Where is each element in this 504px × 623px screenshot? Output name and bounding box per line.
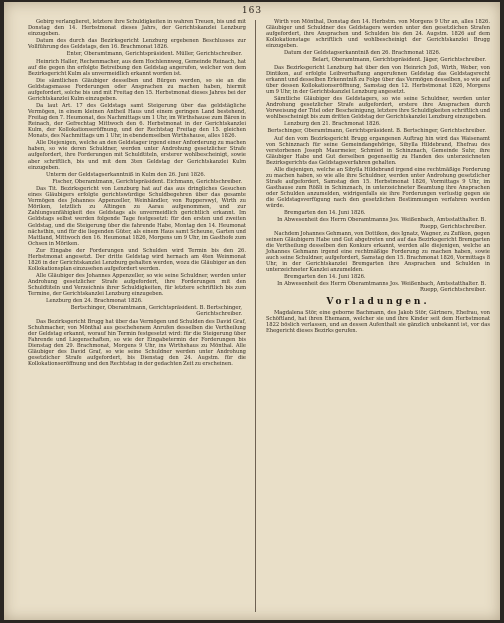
- paragraph: Alle Diejenigen, welche an den Geldstager irgend einer Anforderung zu machen haben, so wie deren Schuldner, werden unter Androhung gesetzlicher Strafe aufgefordert, ihre Forderungen mit Schuldtiteln, ersterer wohlbescheinigt, sowie aber schriftlich, bis und mit dem 3ten Geldstag der Gerichtskanzlei Kulm einzugeben.: [28, 140, 246, 171]
- page-number: 163: [241, 6, 263, 16]
- paragraph: Heinrich Haller, Rechenmacher, aus dem Hochlennweg, Gemeinde Reinach, hat auf die gegen ihn erfolgte Betreibung den Geldstag angerufen, welcher von dem Bezirksgericht Kulm als unvermeidlich erkannt worden ist.: [28, 58, 246, 77]
- paragraph: Datum des durch das Bezirksgericht Lenzburg ergebenen Beschlusses zur Vollführung des Geldstags, den 16. Brachmonat 1826.: [28, 38, 246, 51]
- date-line: Lenzburg den 24. Brachmonat 1826.: [46, 298, 143, 305]
- signature-line: In Abwesenheit des Herrn Oberamtmanns Jos. Weißenbach, Amtsstatthalter. B. Ruepp, Gerichtschreiber.: [277, 217, 486, 230]
- paragraph: Alle Gläubiger des Johannes Appenzeller, so wie seine Schuldner, werden unter Androhung gesetzlicher Strafe aufgefordert, ihre Forderungen mit den Schuldtiteln und Verzeichnis ihrer Schuldigkeiten, für letztere schriftlich bis zum Termine, der Gerichtskanzlei Lenzburg einzugeben.: [28, 272, 246, 298]
- paragraph: Auf den vom Bezirksgericht Brugg ergangenen Auftrag hin wird das Waisenamt von Schinznach für seine Gemeindangehörige, Sibylla Hildebrand, Ehefrau des verstorbenen Joseph Maurmeier, Schmied in Schinznach, Gemeinde Suhr, ihre Gläubiger Habe und Gut derselben gegenseitig zu Handen des unterzeichneten Bezirksgerichts das Geldstagsverfahren gehalten.: [266, 135, 490, 167]
- date-line: Lenzburg den 21. Brachmonat 1826.: [284, 121, 381, 128]
- signature-line: Bertschinger, Oberamtmann, Gerichtspräsident. B. Bertschinger, Gerichtschreiber.: [267, 128, 486, 135]
- left-column: [28, 19, 246, 614]
- signature-line: Enter, Oberamtmann, Gerichtspräsident. Müller, Gerichtschreiber.: [66, 51, 242, 58]
- date-line: Unterm der Geldstagserkanntniß in Kulm den 26. Juni 1826.: [46, 171, 206, 178]
- paragraph: Sämtliche Gläubiger des Geldstagers, so wie seine Schuldner, werden unter Androhung gesetzlicher Strafe aufgefordert, erstere ihre Ansprachen durch Vorweisung der Titel oder Bescheinigung, letztere ihre Schuldigkeiten schriftlich und wohlbescheinigt bis zum dritten Geldstag der Gerichtskanzlei Lenzburg einzugeben.: [266, 96, 490, 121]
- paragraph: Die sämtlichen Gläubiger desselben und Bürgen werden, so sie an die Geldstagsmasse Forderungen oder Ansprachen zu machen haben, hiermit aufgefordert, solche bis und mit Freitag den 15. Herbstmonat dieses Jahres bei der Gerichtskanzlei Kulm einzugeben.: [28, 77, 246, 103]
- paragraph: Wirth von Mönthal, Donstag den 14. Herbstm. von Morgens 9 Uhr an, alles 1826. Gläubiger und Schuldner des Geldstagers werden unter den gesetzlichen Strafen aufgefordert, ihre Ansprachen und Schulden bis den 24. Augstm. 1826 auf dem Kollokationstage schriftlich und wohlbescheinigt der Gerichtskanzlei Brugg einzugeben.: [266, 19, 490, 50]
- paragraph: Das Tit. Bezirksgericht von Lenzburg hat auf das aus dringliches Gesuchen eines Gläubigers erfolgte gerichtswürdige Schuldbegehren über das gesamte Vermögen des Johannes Appenzeller, Weinhändler, von Rupperswyl, Wirth zu Möriken, letztlich zu Altingen zu Aarau aufgenommen, und zur Zahlungsunfähigkeit des Geldstags als unvermeidlich gerichtlich erkannt. Im Geldstags selbst werden folgende Tage festgesetzt: für den ersten und zweiten Geldstag, und die Steigerung über die fahrende Habe, Montag den 14. Heumonat nächsthin, und für die liegenden Güter, als einem Haus samt Scheune, Garten und Mattland, Mittwoch den 16. Heumonat 1826, Morgens um 9 Uhr, im Gasthofe zum Ochsen in Möriken.: [28, 186, 246, 247]
- paragraph: Alle diejenigen, welche an Sibylla Hildebrand irgend eine rechtmäßige Forderung zu machen haben, so wie alle ihre Schuldner, werden unter Androhung gesetzlicher Strafe aufgefordert, Samstag den 15. Herbstmonat 1826, Vormittags 9 Uhr, im Gasthause zum Rößli in Schinznach, in unterzeichneter Beamtung ihre Ansprachen oder Schulden anzumelden, widrigenfalls sie ihre Forderungen verlustig gegen sie die Geldstagsverfügung nach den gesetzlichen Bestimmungen verfahren werden würde.: [266, 167, 490, 210]
- paragraph: Das Bezirksgericht Brugg hat über das Vermögen und Schulden des David Graf, Schuhmacher, von Mönthal aus geschehenem Anrufen desselben die Vertheilung der Geldstag erkannt, worauf hin Termin festgesetzt wird: für die Steigerung über Fahrende und Liegenschaften, so wie der Eingabetermin der Forderungen bis Dienstag den 29. Brachmonat, Morgens 9 Uhr, ins Wirthshaus zu Mönthal. Alle Gläubiger des David Graf, so wie seine Schuldner werden unter Androhung gesetzlicher Strafe aufgefordert, bis Dienstag den 24. Augstm. für die Kollokationseröffnung und den Rechtstag in der gedachten Zeit zu erscheinen.: [28, 318, 246, 368]
- paragraph: Nachdem Johannes Gehmann, von Dottikon, des Ignatz, Wagner, zu Zufikon, gegen seinen Gläubigern Habe und Gut abgetreten und auf das Bezirksgericht Bremgarten die Vertheilung desselben den Konkurs erkannt, werden alle diejenigen, welche an Johannes Gehmann irgend eine rechtmäßige Forderung zu machen haben, sowie auch seine Schuldner, aufgefordert, Samstag den 15. Brachmonat 1826, Vormittags 8 Uhr, in der Gerichtskanzlei Bremgarten ihre Ansprachen und Schulden in unterzeichneter Kanzlei anzumelden.: [266, 231, 490, 274]
- right-column: [266, 19, 490, 614]
- date-line: Bremgarten den 14. Juni 1826.: [284, 274, 366, 281]
- signature-line: Bertschinger, Oberamtmann, Gerichtspräsident. B. Bertschinger, Gerichtschreiber.: [70, 305, 242, 318]
- signature-line: In Abwesenheit des Herrn Oberamtmanns Jos. Weißenbach, Amtsstatthalter. B. Ruepp, Gerichtschreiber.: [277, 281, 486, 294]
- paragraph: Zur Eingabe der Forderungen und Schulden wird Termin bis den 26. Herbstmonat angesetzt. Der dritte Geldstag wird hernach am 4ten Weinmonat 1826 in der Gerichtskanzlei Lenzburg gehalten werden, wozu die Gläubiger an den Kollokationsplan einzusehen aufgefordert werden.: [28, 247, 246, 272]
- signature-line: Belart, Oberamtmann, Gerichtspräsident. Jäger, Gerichtschreiber.: [312, 57, 486, 64]
- section-heading: Vorladungen.: [326, 296, 430, 307]
- date-line: Datum der Geldstagserkanntniß den 26. Brachmonat 1826.: [284, 50, 441, 57]
- paragraph: Gebirg verlanglieret, letztere ihre Schuldigkeiten in wahren Treuen, bis und mit Donstag den 14. Herbstmonat dieses Jahrs, der Gerichtskanzlei Lenzburg einzugeben.: [28, 19, 246, 38]
- paragraph: Magdalena Stör, eine geborne Bachmann, des Jakob Stör, Gärtners, Ehefrau, von Schöftland, hat ihren Ehemann, welcher sie und ihre Kinder seit dem Herbstmonat 1822 böslich verlassen, und an dessen Aufenthalt sie gänzlich unbekannt ist, vor das Ehegericht dieses Bezirks gerufen.: [266, 309, 490, 334]
- paragraph: Das Bezirksgericht Lenzburg hat über den von Heinrich Joß, Wirth, Weber, von Dintikon, auf erfolgte Leibverhaftung angerufenen Geldstag das Geldstagsrecht erkannt und desselben Erkenntniß zu Folge über das Vermögen desselben, so wie auf über dessen Kollokationseröffnung, Samstag den 12. Herbstmonat 1826, Morgens um 9 Uhr, in der Gerichtskanzlei Lenzburg angesetzt.: [266, 64, 490, 96]
- column-divider: [255, 20, 256, 612]
- document-page: [4, 2, 500, 620]
- paragraph: Da laut Art. 17 des Geldstags samt Steigerung über das geldstägliche Vermögen, in einem kleinen Antheil Haus und einem geringen Land bestehend, Freitag den 7. Heumonat, des Nachmittags um 1 Uhr, im Wirthshause zum Bären in Reinach, der Gefrechtag Mittwoch den 6. Herbstmonat in der Gerichtskanzlei Kulm, der Kollokationseröffnung, und der Rechtstag Freitag den 15. gleichen Monats, des Nachmittags um 1 Uhr, in ebendemselben Wirthshause, alles 1826.: [28, 103, 246, 140]
- date-line: Bremgarten den 14. Juni 1826.: [284, 210, 366, 217]
- signature-line: Fischer, Oberamtmann, Gerichtspräsident. Eichmann, Gerichtschreiber.: [52, 178, 242, 185]
